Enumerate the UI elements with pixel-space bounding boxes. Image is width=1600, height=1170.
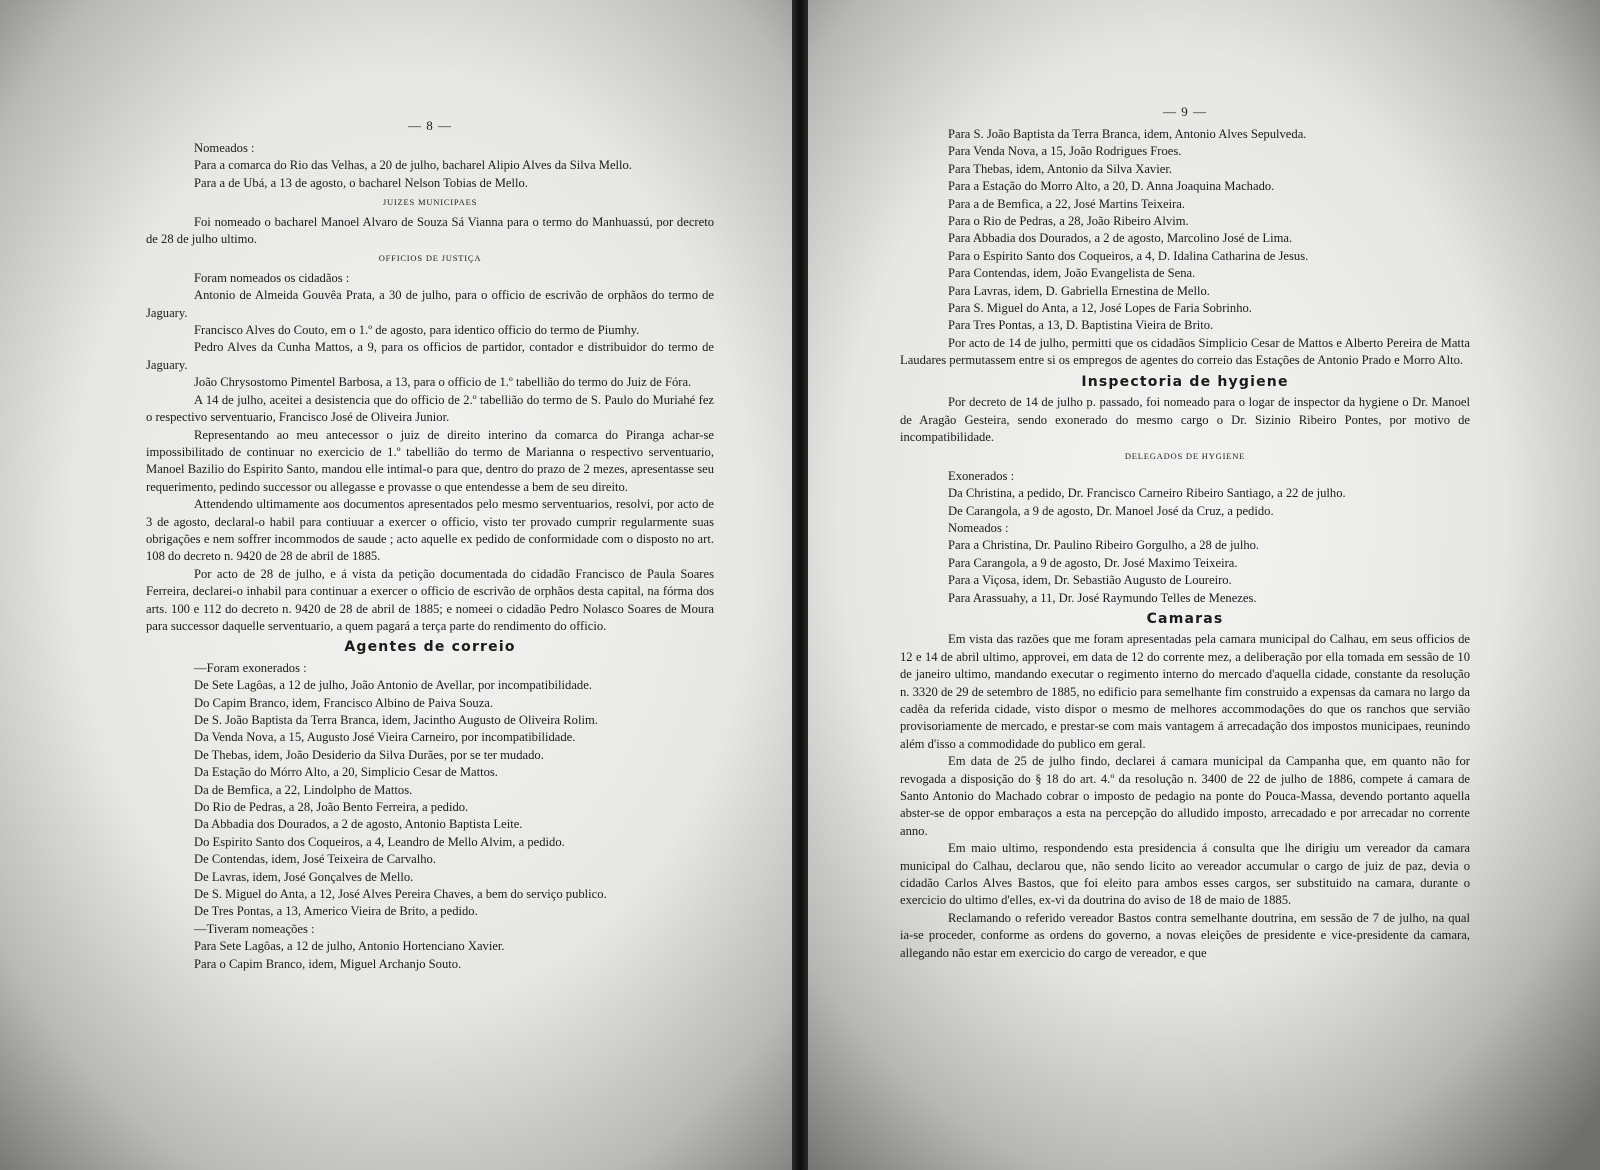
paragraph: Por acto de 28 de julho, e á vista da petição documentada do cidadão Francisco de Paula Soares Ferreira, declarei-o inhabil para continuar a exercer o officio de escrivão de orphãos desta capital, na fórma dos arts. 100 e 112 do decreto n. 9420 de 28 de abril de 1885; e nomeei o cidadão Pedro Nolasco Soares de Moura para successor daquelle serventuario, a quem pagará a terça parte do rendimento do officio.: [146, 566, 714, 633]
book-gutter: [792, 0, 808, 1170]
paragraph: Foi nomeado o bacharel Manoel Alvaro de Souza Sá Vianna para o termo do Manhuassú, por decreto de 28 de julho ultimo.: [146, 214, 714, 247]
paragraph: Attendendo ultimamente aos documentos apresentados pelo mesmo serventuarios, resolvi, por acto de 3 de agosto, declaral-o habil para contiuuar a exercer o officio, visto ter provado cumprir regularmente suas obrigações e nem soffrer incommodos de saude ; acto aquelle ex pedido de conformidade com o disposto no art. 108 do decreto n. 9420 de 28 de abril de 1885.: [146, 497, 714, 564]
paragraph: Por decreto de 14 de julho p. passado, foi nomeado para o logar de inspector da hygiene o Dr. Manoel de Aragão Gesteira, sendo exonerado do mesmo cargo o Dr. Sizinio Ribeiro Pontes, por motivo de incompatibilidade.: [900, 395, 1470, 444]
paragraph: Antonio de Almeida Gouvêa Prata, a 30 de julho, para o officio de escrivão de orphãos do termo de Jaguary.: [146, 288, 714, 320]
left-page: [0, 0, 792, 1170]
section-heading: Camaras: [1146, 610, 1224, 627]
list-item: Para Abbadia dos Dourados, a 2 de agosto, Marcolino José de Lima.: [948, 231, 1293, 246]
list-item: De Lavras, idem, José Gonçalves de Mello.: [194, 869, 414, 884]
paragraph: Reclamando o referido vereador Bastos contra semelhante doutrina, em sessão de 7 de julho, na qual ia-se proceder, conforme as ordens do governo, a novas eleições de presidente e vice-presidente da camara, allegando não estar em exercicio do cargo de vereador, e que: [900, 910, 1470, 960]
list-item: Para Lavras, idem, D. Gabriella Ernestina de Mello.: [948, 283, 1210, 298]
list-item: Para o Capim Branco, idem, Miguel Archanjo Souto.: [194, 956, 462, 971]
section-heading: JUIZES MUNICIPAES: [382, 197, 478, 208]
list-item: Da Venda Nova, a 15, Augusto José Vieira Carneiro, por incompatibilidade.: [194, 730, 576, 745]
list-item: Para a de Bemfica, a 22, José Martins Teixeira.: [948, 196, 1186, 211]
list-item: Para Venda Nova, a 15, João Rodrigues Froes.: [948, 144, 1182, 159]
list-item: De Thebas, idem, João Desiderio da Silva Durães, por se ter mudado.: [194, 747, 544, 762]
paragraph: Em maio ultimo, respondendo esta presidencia á consulta que lhe dirigiu um vereador da camara municipal do Calhau, declarou que, não sendo licito ao vereador accumular o cargo de juiz de paz, devia o cidadão Carlos Alves Bastos, que foi eleito para ambos esses cargos, ser substituido na camara, durante o exercicio do ultimo d'elles, ex-vi da doutrina do aviso de 18 de maio de 1885.: [900, 841, 1470, 908]
paragraph: Para a comarca do Rio das Velhas, a 20 de julho, bacharel Alipio Alves da Silva Mello.: [194, 158, 632, 173]
list-item: Para Tres Pontas, a 13, D. Baptistina Vieira de Brito.: [948, 318, 1214, 333]
paragraph: A 14 de julho, aceitei a desistencia que do officio de 2.º tabellião do termo de S. Paulo do Muriahé fez o respectivo serventuario, Francisco José de Oliveira Junior.: [146, 392, 714, 425]
paragraph: João Chrysostomo Pimentel Barbosa, a 13, para o officio de 1.º tabellião do termo do Juiz de Fóra.: [194, 375, 692, 390]
list-item: Para a Christina, Dr. Paulino Ribeiro Gorgulho, a 28 de julho.: [948, 538, 1260, 553]
list-item: Para S. João Baptista da Terra Branca, idem, Antonio Alves Sepulveda.: [948, 127, 1307, 141]
paragraph: Foram nomeados os cidadãos :: [194, 270, 350, 285]
paragraph: Exonerados :: [948, 468, 1015, 483]
section-heading: DELEGADOS DE HYGIENE: [1124, 451, 1246, 462]
list-item: Da Christina, a pedido, Dr. Francisco Carneiro Ribeiro Santiago, a 22 de julho.: [948, 486, 1346, 501]
section-heading: Agentes de correio: [344, 639, 516, 656]
list-item: Da Estação do Mórro Alto, a 20, Simplicio Cesar de Mattos.: [194, 765, 498, 780]
list-item: De Sete Lagôas, a 12 de julho, João Antonio de Avellar, por incompatibilidade.: [194, 678, 592, 693]
list-item: Para o Rio de Pedras, a 28, João Ribeiro Alvim.: [948, 214, 1189, 229]
paragraph: Pedro Alves da Cunha Mattos, a 9, para os officios de partidor, contador e distribuidor do termo de Jaguary.: [146, 340, 714, 372]
right-page: [808, 0, 1600, 1170]
paragraph: Por acto de 14 de julho, permitti que os cidadãos Simplicio Cesar de Mattos e Alberto Pereira de Matta Laudares permutassem entre si os empregos de agentes do correio das Estações de Antonio Prado e Morro Alto.: [900, 335, 1470, 368]
list-item: Para Carangola, a 9 de agosto, Dr. José Maximo Teixeira.: [948, 555, 1238, 570]
list-item: Do Espirito Santo dos Coqueiros, a 4, Leandro de Mello Alvim, a pedido.: [194, 834, 565, 849]
list-item: Do Capim Branco, idem, Francisco Albino de Paiva Souza.: [194, 695, 494, 710]
list-item: Do Rio de Pedras, a 28, João Bento Ferreira, a pedido.: [194, 800, 469, 815]
page-number: — 9 —: [1163, 104, 1207, 119]
list-item: Para o Espirito Santo dos Coqueiros, a 4, D. Idalina Catharina de Jesus.: [948, 248, 1309, 263]
right-page-text: [900, 126, 1470, 962]
paragraph: —Foram exonerados :: [194, 660, 307, 675]
list-item: De Carangola, a 9 de agosto, Dr. Manoel José da Cruz, a pedido.: [948, 503, 1274, 518]
list-item: De Contendas, idem, José Teixeira de Carvalho.: [194, 852, 436, 867]
section-heading: OFFICIOS DE JUSTIÇA: [378, 253, 482, 264]
list-item: Para Sete Lagôas, a 12 de julho, Antonio Hortenciano Xavier.: [194, 939, 505, 954]
list-item: Para a Viçosa, idem, Dr. Sebastião Augusto de Loureiro.: [948, 573, 1232, 588]
page-number: — 8 —: [408, 118, 452, 133]
paragraph: Representando ao meu antecessor o juiz de direito interino da comarca do Piranga achar-se impossibilitado de continuar no exercicio de 1.º tabellião do termo de Marianna o respectivo serventuario, Manoel Bazilio do Espirito Santo, mandou elle intimal-o para que, dentro do prazo de 2 mezes, apresentasse seu requerimento, pedindo successor ou allegasse e provasse o que entendesse a bem de seu direito.: [146, 427, 714, 494]
list-item: Para S. Miguel do Anta, a 12, José Lopes de Faria Sobrinho.: [948, 301, 1252, 316]
paragraph: Em vista das razões que me foram apresentadas pela camara municipal do Calhau, em seus officios de 12 e 14 de abril ultimo, approvei, em data de 12 do corrente mez, a deliberação por ella tomada em sessão de 10 de janeiro ultimo, mandando executar o regimento interno do mercado d'aquella cidade, constante da resolução n. 3320 de 29 de setembro de 1885, no edificio para semelhante fim construido a expensas da camara no largo da cadêa da referida cidade, visto dispor o mesmo de melhores accommodações do que os ranchos que servião provisoriamente de mercado, e prestar-se com mais vantagem á arrecadação dos impostos municipaes, reunindo além d'isso a commodidade do publico em geral.: [900, 632, 1470, 751]
list-item: Da de Bemfica, a 22, Lindolpho de Mattos.: [194, 782, 413, 797]
left-page-text: [146, 140, 714, 973]
paragraph: Francisco Alves do Couto, em o 1.º de agosto, para identico officio do termo de Piumhy.: [194, 323, 640, 338]
paragraph: Nomeados :: [948, 520, 1009, 535]
list-item: Da Abbadia dos Dourados, a 2 de agosto, Antonio Baptista Leite.: [194, 817, 523, 832]
list-item: De S. João Baptista da Terra Branca, idem, Jacintho Augusto de Oliveira Rolim.: [194, 713, 598, 727]
list-item: Para Arassuahy, a 11, Dr. José Raymundo Telles de Menezes.: [948, 590, 1257, 605]
paragraph: Em data de 25 de julho findo, declarei á camara municipal da Campanha que, em quanto não for revogada a disposição do § 18 do art. 4.º da resolução n. 3400 de 22 de julho de 1886, compete á camara de Santo Antonio do Machado cobrar o imposto de pedagio na ponte do Pouca-Massa, devendo portanto aquella abster-se de oppor embaraços a esta na percepção do alludido imposto, arrecadado e por arrecadar no corrente anno.: [900, 754, 1470, 838]
list-item: Para Contendas, idem, João Evangelista de Sena.: [948, 266, 1196, 281]
paragraph: Para a de Ubá, a 13 de agosto, o bacharel Nelson Tobias de Mello.: [194, 175, 528, 190]
paragraph: —Tiveram nomeações :: [194, 921, 315, 936]
list-item: De Tres Pontas, a 13, Americo Vieira de Brito, a pedido.: [194, 904, 478, 919]
list-item: Para Thebas, idem, Antonio da Silva Xavier.: [948, 161, 1172, 176]
paragraph: Nomeados :: [194, 141, 255, 155]
list-item: Para a Estação do Morro Alto, a 20, D. Anna Joaquina Machado.: [948, 179, 1275, 194]
list-item: De S. Miguel do Anta, a 12, José Alves Pereira Chaves, a bem do serviço publico.: [194, 887, 607, 902]
section-heading: Inspectoria de hygiene: [1081, 373, 1289, 390]
